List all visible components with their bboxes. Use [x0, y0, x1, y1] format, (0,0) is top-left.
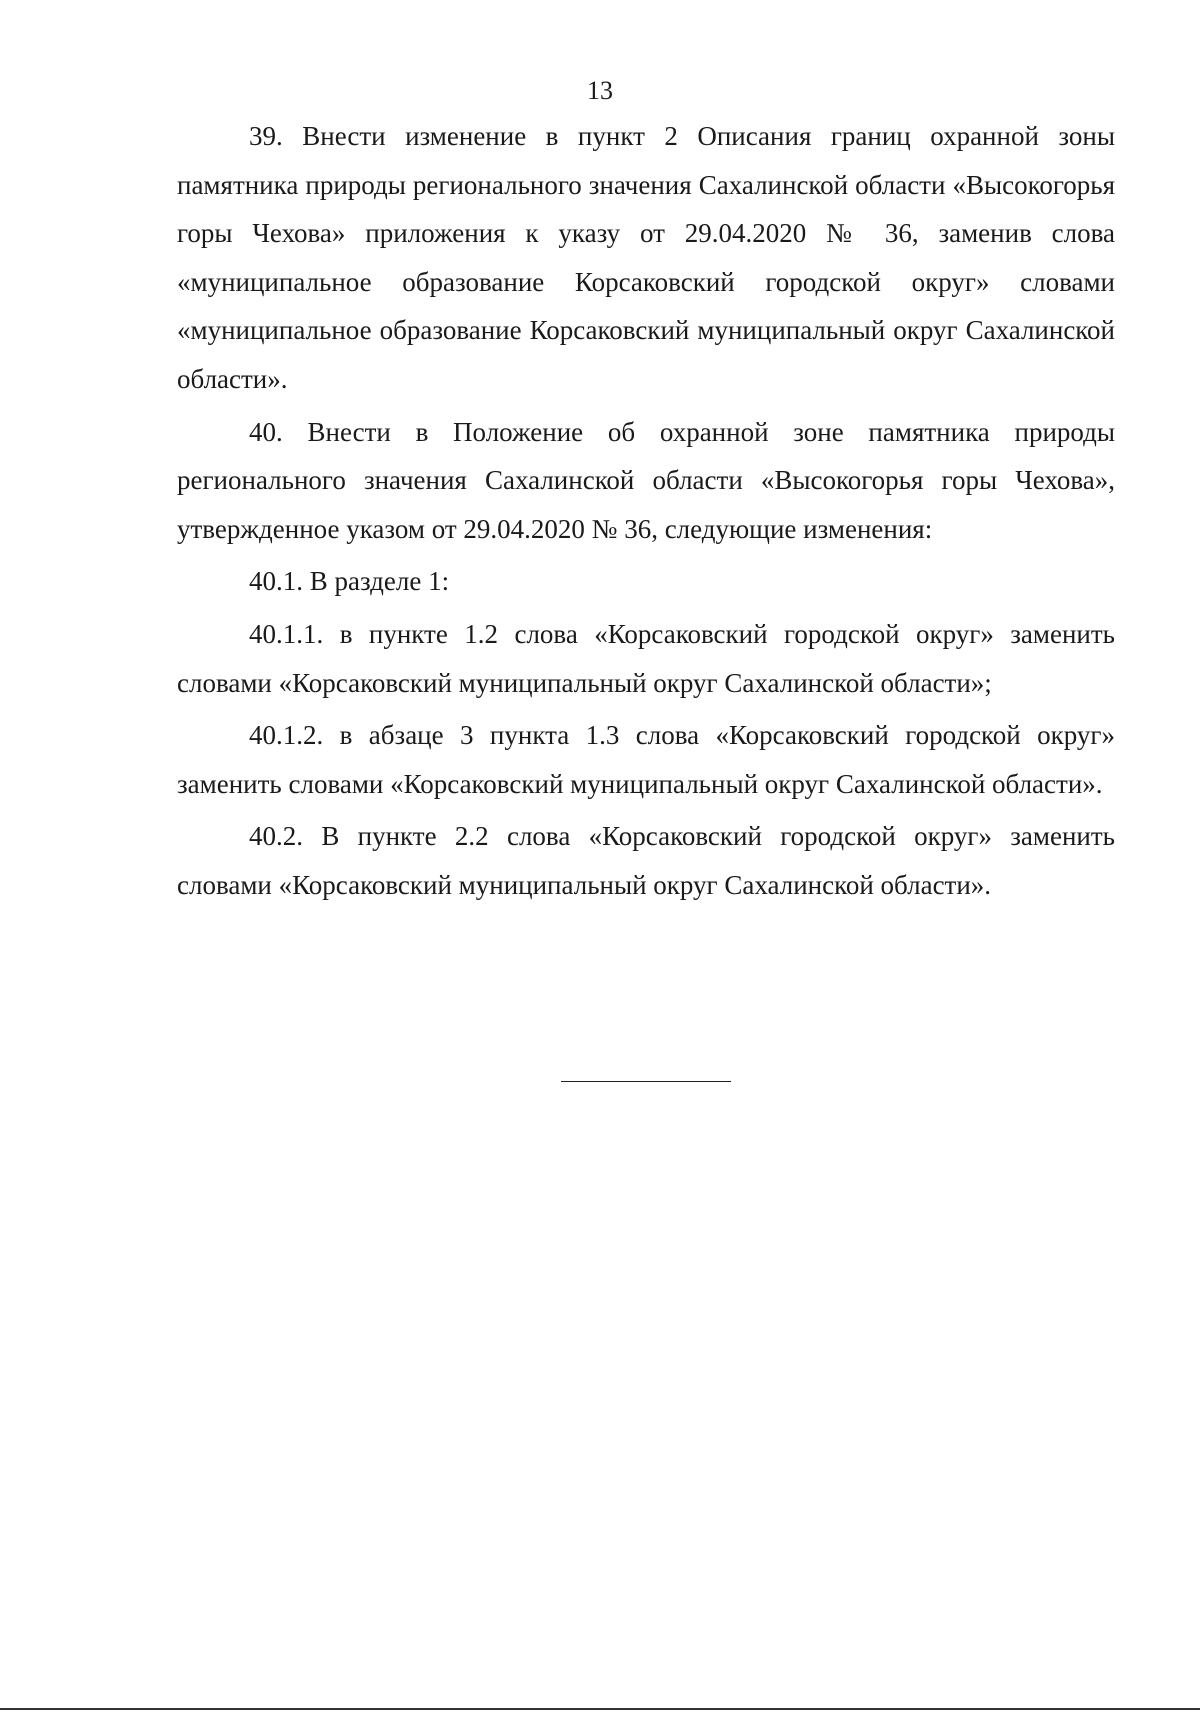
paragraph-39: 39. Внести изменение в пункт 2 Описания границ охранной зоны памятника природы регионального значения Сахалинской области «Высокогорья горы Чехова» приложения к указу от 29.04.2020 № 36, заменив слова «муниципальное образование Корсаковский городской округ» словами «муниципальное образование Корсаковский муниципальный округ Сахалинской области».: [177, 121, 1115, 394]
document-body: [177, 112, 1115, 910]
paragraph-40: 40. Внести в Положение об охранной зоне памятника природы регионального значения Сахалинской области «Высокогорья горы Чехова», утвержденное указом от 29.04.2020 № 36, следующие изменения:: [177, 416, 1115, 544]
paragraph-40-1-2: 40.1.2. в абзаце 3 пункта 1.3 слова «Корсаковский городской округ» заменить словами «Корсаковский муниципальный округ Сахалинской области».: [177, 720, 1115, 799]
page-number: 13: [587, 76, 613, 105]
paragraph-40-1-1: 40.1.1. в пункте 1.2 слова «Корсаковский городской округ» заменить словами «Корсаковский муниципальный округ Сахалинской области»;: [177, 618, 1115, 698]
paragraph-40-2: 40.2. В пункте 2.2 слова «Корсаковский городской округ» заменить словами «Корсаковский муниципальный округ Сахалинской области».: [177, 821, 1115, 900]
paragraph-40-1: 40.1. В разделе 1:: [249, 566, 450, 597]
end-separator-line: [561, 1081, 731, 1082]
bottom-edge-line: [0, 1708, 1200, 1710]
